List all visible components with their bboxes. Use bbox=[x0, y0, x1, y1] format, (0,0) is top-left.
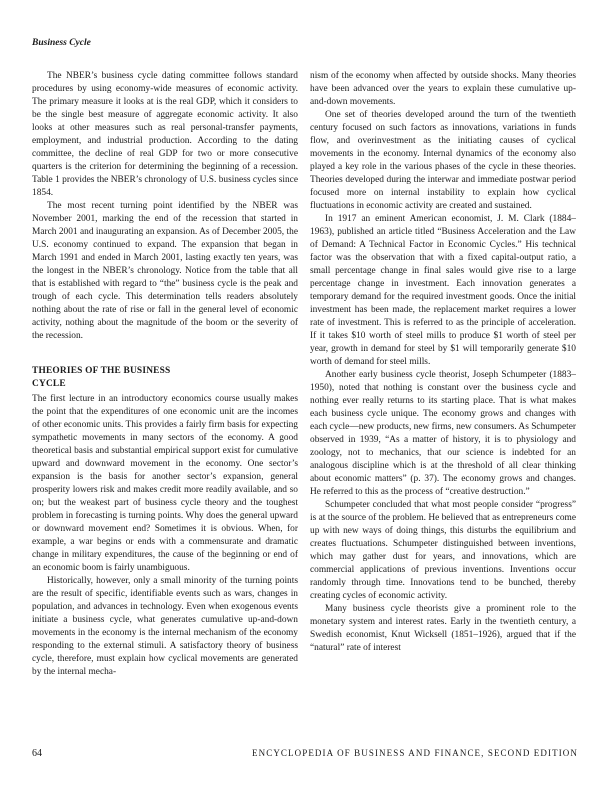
running-head: Business Cycle bbox=[32, 38, 91, 48]
left-column bbox=[32, 70, 298, 679]
section-heading-line: CYCLE bbox=[32, 379, 66, 389]
paragraph: The first lecture in an introductory economics course usually makes the point that the expenditures of one economic unit are the incomes of other economic units. This provides a fairly firm basis for expecting sympathetic movements in many sectors of the economy. A good theoretical basis and substantial empirical support exist for cumulative upward and downward movement in the economy. One sector’s expansion is the basis for another sector’s expansion, general prosperity lowers risk and makes credit more readily available, and so on; but the weakest part of business cycle theory and the toughest problem in forecasting is turning points. Why does the general upward or downward movement end? Sometimes it is obvious. When, for example, a war begins or ends with a commensurate and dramatic change in military expenditures, the cause of the beginning or end of an economic boom is fairly unambiguous. bbox=[32, 394, 298, 573]
right-column bbox=[310, 70, 576, 655]
book-title: ENCYCLOPEDIA OF BUSINESS AND FINANCE, SECOND EDITION bbox=[252, 748, 578, 758]
section-heading-line: THEORIES OF THE BUSINESS bbox=[32, 366, 171, 376]
paragraph: One set of theories developed around the turn of the twentieth century focused on such factors as innovations, variations in funds flow, and overinvestment as the initiating causes of cyclical movements in the economy. Internal dynamics of the economy also played a key role in the various phases of the cycle in these theories. Theories developed during the interwar and immediate postwar period focused more on internal instability to explain how cyclical fluctuations in economic activity are created and sustained. bbox=[310, 110, 576, 211]
paragraph: Another early business cycle theorist, Joseph Schumpeter (1883–1950), noted that nothing is constant over the business cycle and nothing ever really returns to its starting place. That is what makes each business cycle unique. The economy grows and changes with each cycle—new products, new firms, new consumers. As Schumpeter observed in 1939, “As a matter of history, it is to physiology and zoology, not to mechanics, that our science is indebted for an analogous discipline which is at the threshold of all clear thinking about economic matters” (p. 37). The economy grows and changes. He referred to this as the process of “creative destruction.” bbox=[310, 370, 576, 497]
paragraph: nism of the economy when affected by outside shocks. Many theories have been advanced over the years to explain these cumulative up-and-down movements. bbox=[310, 71, 576, 107]
paragraph: The most recent turning point identified by the NBER was November 2001, marking the end of the recession that started in March 2001 and inaugurating an expansion. As of December 2005, the U.S. economy continued to expand. The expansion that began in March 1991 and ended in March 2001, lasting exactly ten years, was the longest in the NBER’s chronology. Notice from the table that all that is established with regard to “the” business cycle is the peak and trough of each cycle. This determination tells readers absolutely nothing about the rate of rise or fall in the general level of economic activity, nothing about the magnitude of the boom or the severity of the recession. bbox=[32, 201, 298, 341]
paragraph: Schumpeter concluded that what most people consider “progress” is at the source of the problem. He believed that as entrepreneurs come up with new ways of doing things, this disturbs the equilibrium and creates fluctuations. Schumpeter distinguished between inventions, which may gather dust for years, and innovations, which are commercial applications of previous inventions. Inventions occur randomly through time. Innovations tend to be bunched, thereby creating cycles of economic activity. bbox=[310, 500, 576, 601]
paragraph: Historically, however, only a small minority of the turning points are the result of specific, identifiable events such as wars, changes in population, and advances in technology. Even when exogenous events initiate a business cycle, what generates cumulative up-and-down movements in the economy is the internal mechanism of the economy responding to the external stimuli. A satisfactory theory of business cycle, therefore, must explain how cyclical movements are generated by the internal mecha- bbox=[32, 576, 298, 677]
paragraph: The NBER’s business cycle dating committee follows standard procedures by using economy-wide measures of economic activity. The primary measure it looks at is the real GDP, which it considers to be the single best measure of aggregate economic activity. It also looks at other measures such as real personal-transfer payments, employment, and industrial production. According to the dating committee, the decline of real GDP for two or more consecutive quarters is the criterion for determining the beginning of a recession. Table 1 provides the NBER’s chronology of U.S. business cycles since 1854. bbox=[32, 71, 298, 198]
page-number: 64 bbox=[32, 748, 42, 759]
paragraph: In 1917 an eminent American economist, J. M. Clark (1884–1963), published an article titled “Business Acceleration and the Law of Demand: A Technical Factor in Economic Cycles.” His technical factor was the observation that with a fixed capital-output ratio, a small percentage change in final sales would give rise to a large percentage change in investment. Each innovation generates a temporary demand for the required investment goods. Once the initial investment has been made, the replacement market requires a lower rate of investment. This is referred to as the principle of acceleration. If it takes $10 worth of steel mills to produce $1 worth of steel per year, growth in demand for steel by $1 will temporarily generate $10 worth of demand for steel mills. bbox=[310, 214, 576, 367]
paragraph: Many business cycle theorists give a prominent role to the monetary system and interest rates. Early in the twentieth century, a Swedish economist, Knut Wicksell (1851–1926), argued that if the “natural” rate of interest bbox=[310, 604, 576, 653]
section-heading bbox=[32, 365, 298, 391]
